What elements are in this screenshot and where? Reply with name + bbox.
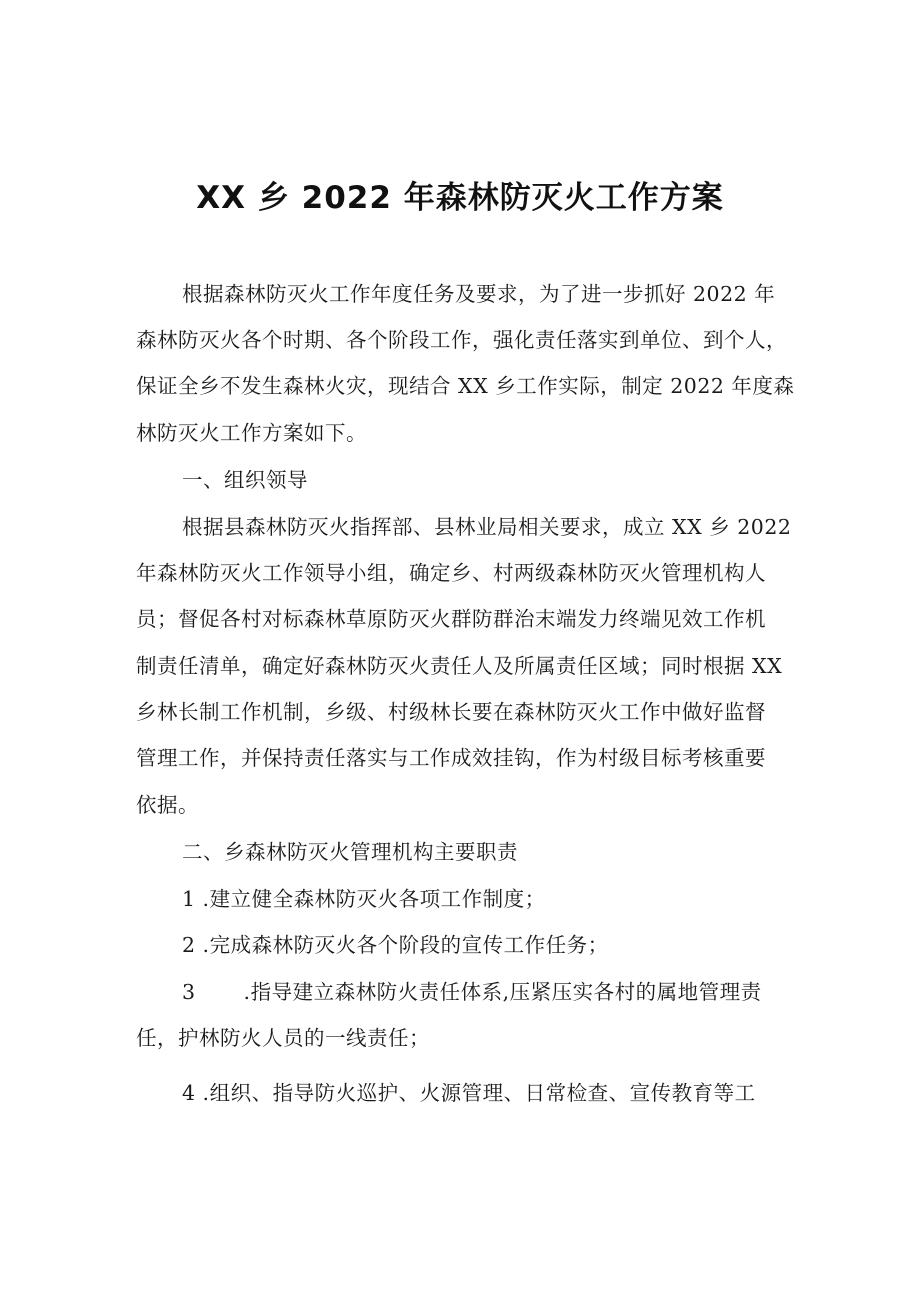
list-item [182,977,762,1007]
list-item-number: 3 [182,980,196,1004]
intro-line: 森林防灭火各个时期、各个阶段工作，强化责任落实到单位、到个人， [136,328,787,352]
section-heading: 一、组织领导 [182,468,308,492]
intro-line: 保证全乡不发生森林火灾，现结合 XX 乡工作实际，制定 2022 年度森 [136,374,795,398]
list-item: 1 .建立健全森林防灭火各项工作制度； [182,887,546,911]
list-item: 4 .组织、指导防火巡护、火源管理、日常检查、宣传教育等工 [182,1081,756,1105]
intro-line: 根据森林防灭火工作年度任务及要求，为了进一步抓好 2022 年 [182,282,776,306]
section1-line: 管理工作，并保持责任落实与工作成效挂钩，作为村级目标考核重要 [136,746,766,770]
section-heading: 二、乡森林防灭火管理机构主要职责 [182,840,518,864]
section1-line: 根据县森林防灭火指挥部、县林业局相关要求，成立 XX 乡 2022 [182,515,792,539]
section1-line: 年森林防灭火工作领导小组，确定乡、村两级森林防灭火管理机构人 [136,561,766,585]
list-item: 2 .完成森林防灭火各个阶段的宣传工作任务； [182,933,609,957]
section1-line: 员；督促各村对标森林草原防灭火群防群治末端发力终端见效工作机 [136,607,766,631]
section1-line: 制责任清单，确定好森林防灭火责任人及所属责任区域；同时根据 XX [136,654,783,678]
section1-line: 依据。 [136,793,199,817]
intro-line: 林防灭火工作方案如下。 [136,421,367,445]
list-item-continuation: 任，护林防火人员的一线责任； [136,1026,430,1050]
document-title: XX 乡 2022 年森林防灭火工作方案 [196,180,724,216]
list-item-text: .指导建立森林防火责任体系,压紧压实各村的属地管理责 [243,980,762,1004]
section1-line: 乡林长制工作机制，乡级、村级林长要在森林防灭火工作中做好监督 [136,700,766,724]
